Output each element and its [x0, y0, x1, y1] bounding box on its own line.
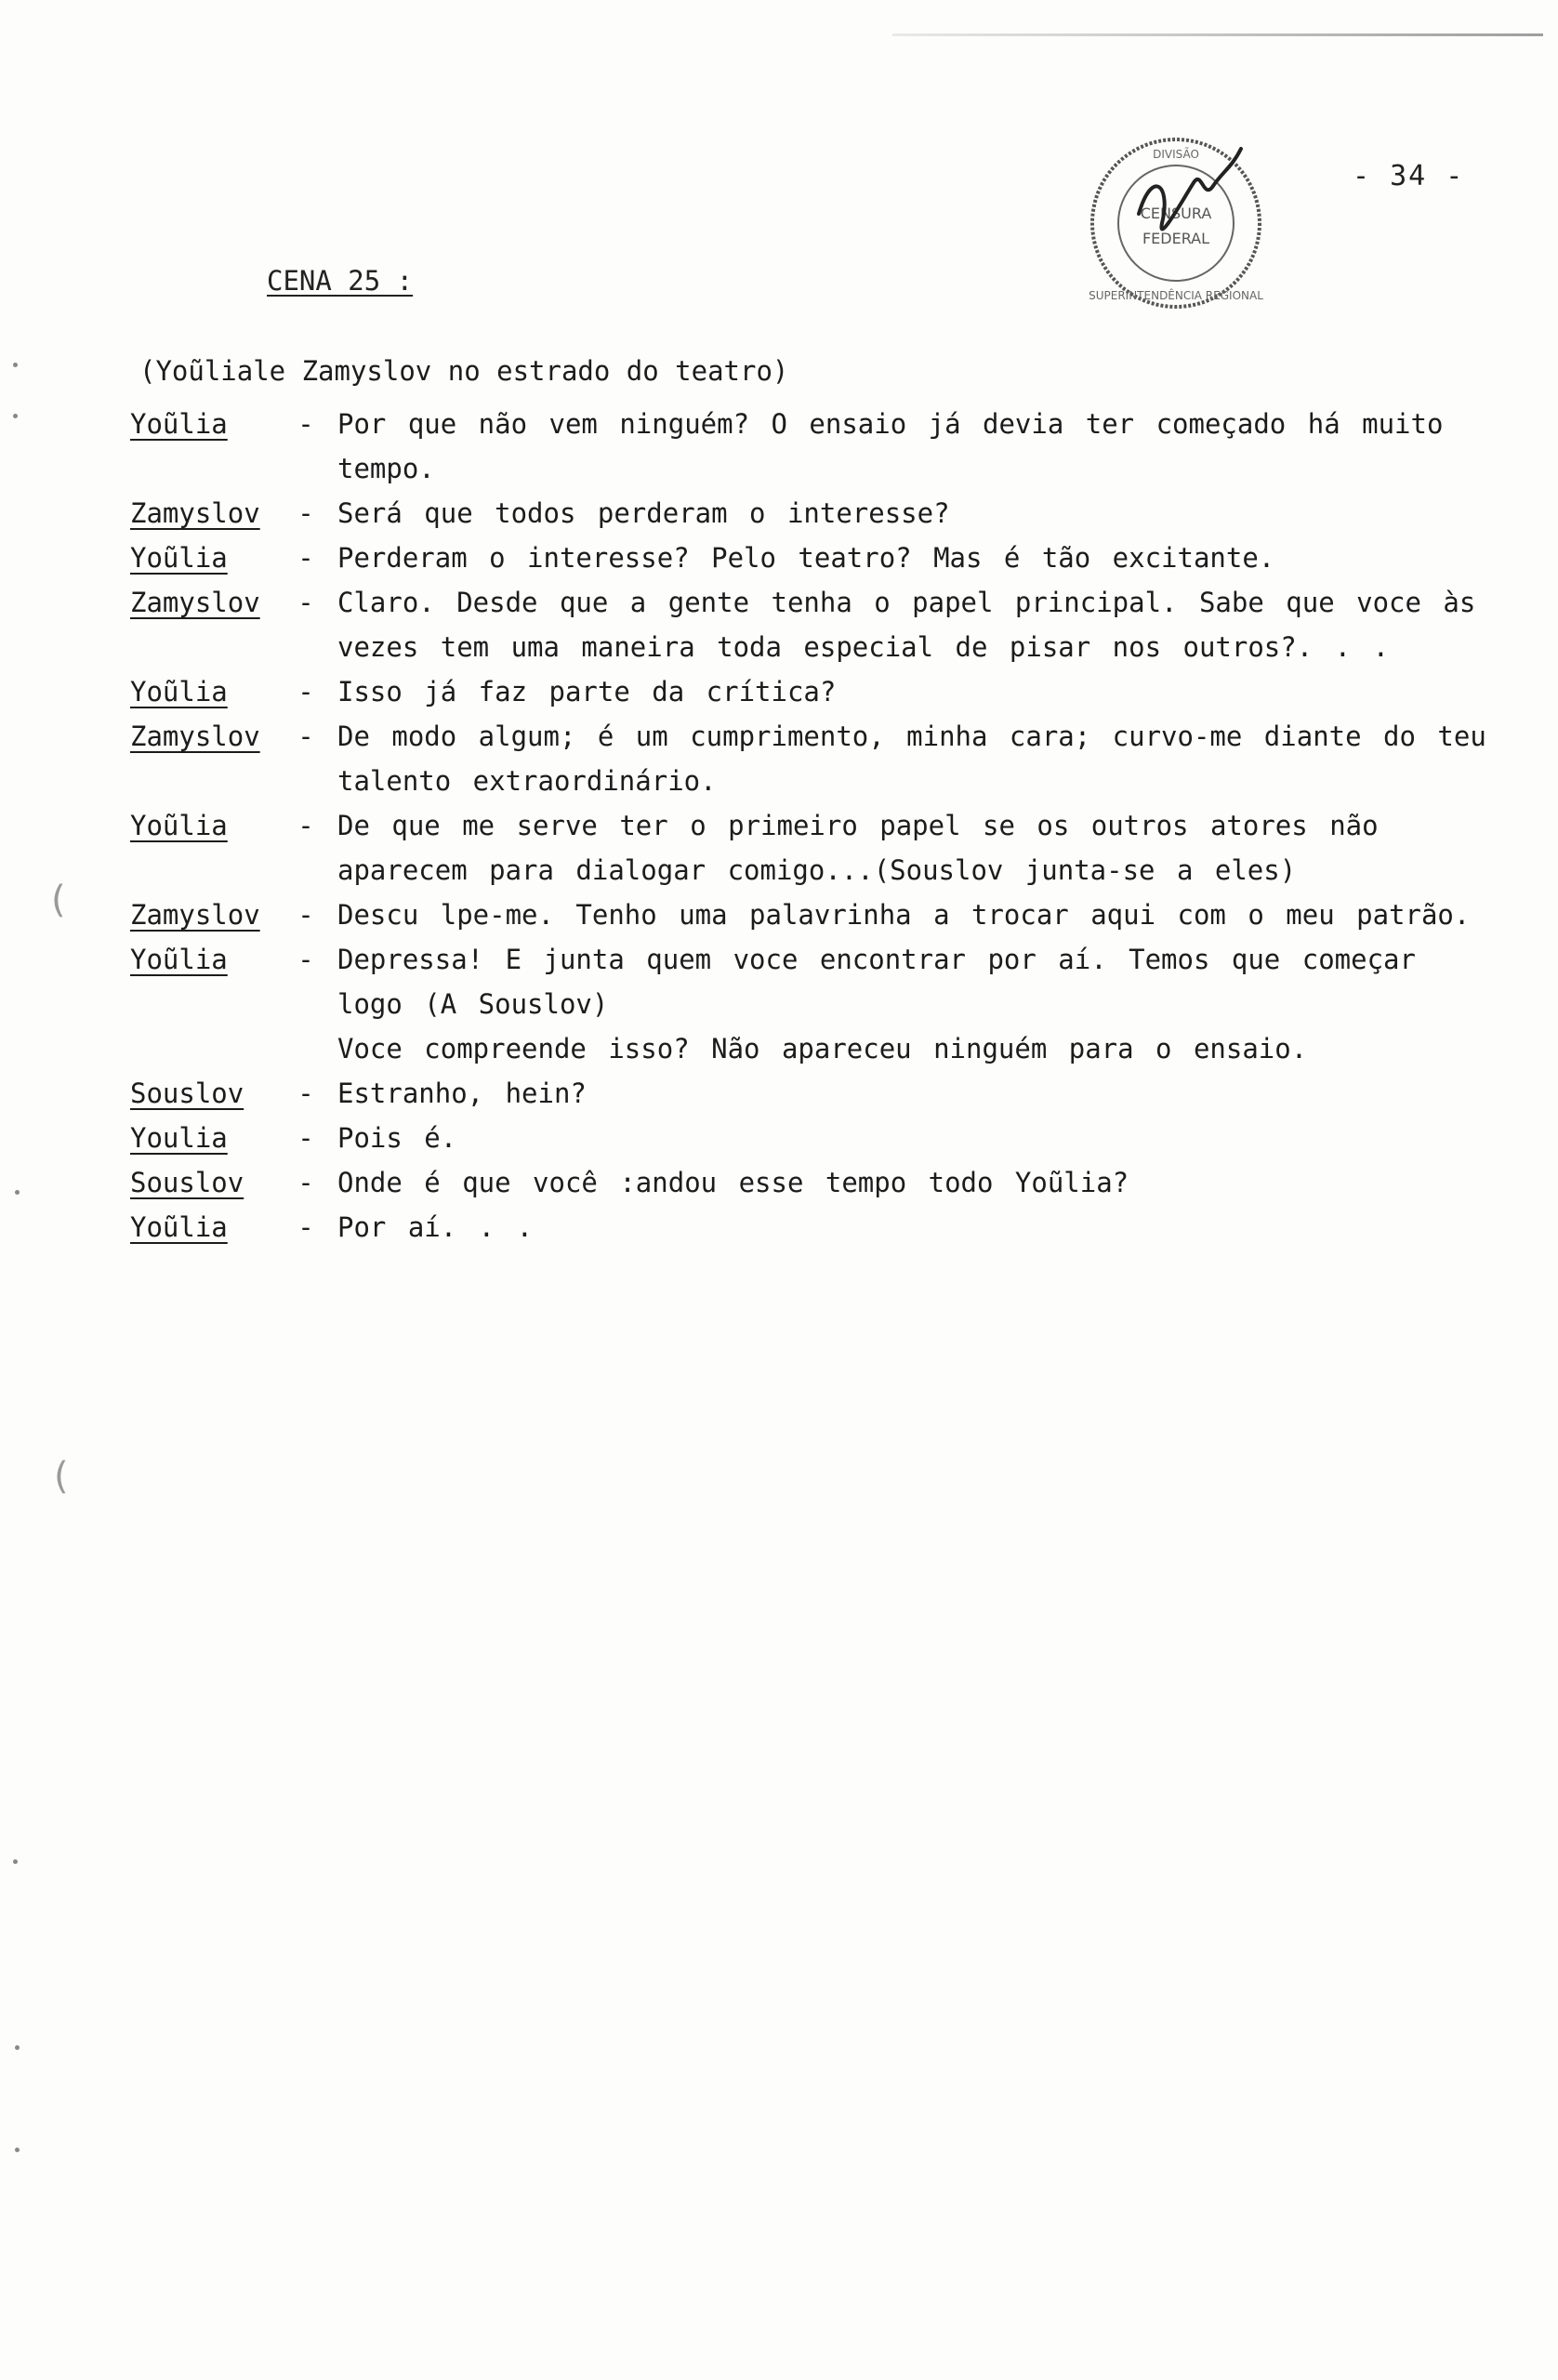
speaker-dash: -: [297, 899, 314, 931]
dialogue-line: [130, 536, 1487, 580]
dialogue-line: [130, 580, 1487, 669]
speaker-dash: -: [297, 1122, 314, 1154]
dialogue-line: [130, 669, 1487, 714]
speaker-name: Yoũlia: [130, 810, 228, 841]
dialogue-line: [130, 803, 1487, 892]
page-number: - 34 -: [1353, 160, 1465, 192]
dialogue-line: [130, 892, 1487, 937]
speaker-name: Zamyslov: [130, 587, 260, 618]
dialogue-line: [130, 714, 1487, 803]
dialogue-line: [130, 402, 1487, 491]
speaker-name: Yoũlia: [130, 944, 228, 975]
speaker-dash: -: [297, 587, 314, 618]
speaker-name: Yoũlia: [130, 542, 228, 574]
speaker-dash: -: [297, 1167, 314, 1198]
speech-text: Claro. Desde que a gente tenha o papel principal. Sabe que voce às vezes tem uma maneira toda especial de pisar nos outros?. . .: [337, 587, 1476, 663]
scene-heading: CENA 25 :: [267, 265, 414, 297]
dialogue-line-continuation: [130, 1026, 1487, 1071]
punch-hole-mark: (: [54, 1455, 69, 1498]
stamp-top-text: DIVISÃO: [1153, 148, 1199, 161]
speaker-dash: -: [297, 676, 314, 707]
speaker-dash: -: [297, 810, 314, 841]
speech-text: De que me serve ter o primeiro papel se os outros atores não aparecem para dialogar comigo...(Souslov junta-se a eles): [337, 810, 1379, 886]
speech-text: Pois é.: [337, 1122, 457, 1154]
dialogue-line: [130, 491, 1487, 536]
speech-text: De modo algum; é um cumprimento, minha cara; curvo-me diante do teu talento extraordinário.: [337, 721, 1486, 797]
speech-text: Estranho, hein?: [337, 1078, 587, 1109]
speaker-dash: -: [297, 1211, 314, 1243]
speaker-name: Souslov: [130, 1078, 244, 1109]
dialogue-line: [130, 1116, 1487, 1160]
speech-text: Voce compreende isso? Não apareceu ninguém para o ensaio.: [337, 1033, 1308, 1064]
scan-dot: [15, 2148, 20, 2152]
dialogue-line: [130, 1071, 1487, 1116]
speech-text: Por aí. . .: [337, 1211, 534, 1243]
speech-text: Isso já faz parte da crítica?: [337, 676, 837, 707]
top-scan-rule: [892, 33, 1543, 36]
scan-dot: [15, 1190, 20, 1195]
scan-dot: [13, 1859, 18, 1864]
censorship-stamp-icon: [1083, 130, 1269, 316]
dialogue-block: [130, 402, 1487, 1250]
speaker-dash: -: [297, 408, 314, 440]
stage-direction: (Yoũliale Zamyslov no estrado do teatro): [139, 355, 789, 387]
speech-text: Será que todos perderam o interesse?: [337, 497, 950, 529]
speaker-dash: -: [297, 497, 314, 529]
speaker-dash: -: [297, 542, 314, 574]
dialogue-line: [130, 1160, 1487, 1205]
speaker-name: Souslov: [130, 1167, 244, 1198]
scan-dot: [15, 2045, 20, 2050]
punch-hole-mark: (: [51, 879, 66, 921]
speech-text: Descu lpe-me. Tenho uma palavrinha a trocar aqui com o meu patrão.: [337, 899, 1471, 931]
speaker-dash: -: [297, 1078, 314, 1109]
scan-dot: [13, 363, 18, 367]
speaker-name: Zamyslov: [130, 497, 260, 529]
speaker-dash: -: [297, 721, 314, 752]
speaker-name: Yoũlia: [130, 676, 228, 707]
stamp-federal-text: FEDERAL: [1142, 230, 1210, 247]
dialogue-line: [130, 937, 1487, 1026]
stamp-censura-text: CENSURA: [1140, 205, 1212, 222]
speaker-dash: -: [297, 944, 314, 975]
stamp-bottom-text: SUPERINTENDÊNCIA REGIONAL: [1089, 289, 1263, 302]
speech-text: Perderam o interesse? Pelo teatro? Mas é tão excitante.: [337, 542, 1275, 574]
speaker-name: Zamyslov: [130, 899, 260, 931]
speaker-name: Zamyslov: [130, 721, 260, 752]
speech-text: Por que não vem ninguém? O ensaio já devia ter começado há muito tempo.: [337, 408, 1444, 484]
scan-dot: [13, 414, 18, 418]
dialogue-line: [130, 1205, 1487, 1250]
speaker-name: Yoũlia: [130, 1211, 228, 1243]
speaker-name: Yoũlia: [130, 408, 228, 440]
speech-text: Onde é que você :andou esse tempo todo Yoũlia?: [337, 1167, 1129, 1198]
speech-text: Depressa! E junta quem voce encontrar por aí. Temos que começar logo (A Souslov): [337, 944, 1416, 1020]
speaker-name: Youlia: [130, 1122, 228, 1154]
